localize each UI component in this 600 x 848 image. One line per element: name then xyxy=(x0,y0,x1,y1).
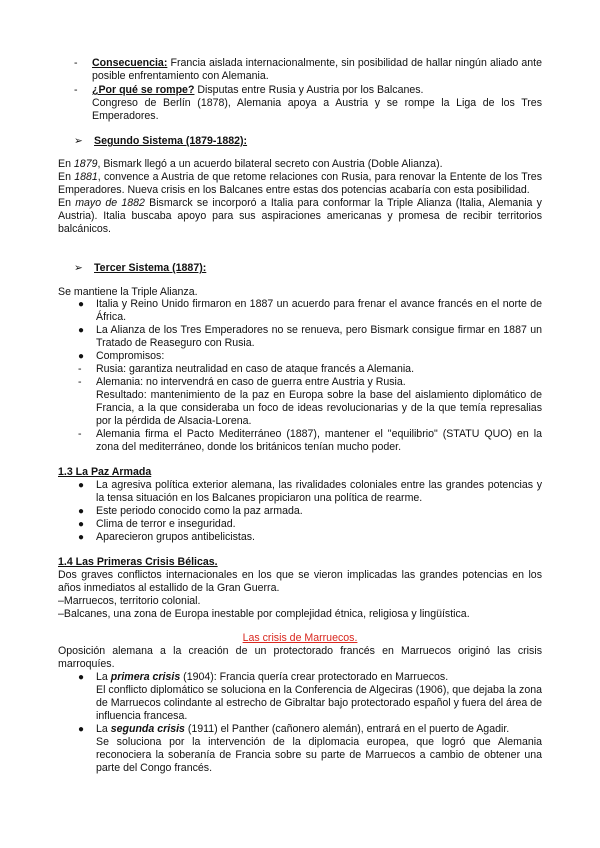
bullet-icon: ● xyxy=(78,480,85,491)
germany-commitment xyxy=(78,376,542,428)
third-system-title: Tercer Sistema (1887): xyxy=(94,262,207,274)
item-text: Este periodo conocido como la paz armada. xyxy=(96,505,303,517)
arrow-bullet-icon: ➢ xyxy=(74,135,83,147)
third-system-heading xyxy=(74,262,206,275)
item-text: Compromisos: xyxy=(96,350,165,362)
morocco-line: –Marruecos, territorio colonial. xyxy=(58,595,201,607)
item-text: Alemania: no intervendrá en caso de guerra entre Austria y Rusia. xyxy=(96,376,406,388)
agadir-resolution-text: Se soluciona por la intervención de la diplomacia europea, que logró que Alemania reconociera la soberanía de Francia sobre su parte de Marruecos a cambio de obtener una parte del Congo francés. xyxy=(96,736,542,774)
second-crisis-text: (1911) el Panther (cañonero alemán), entrará en el puerto de Agadir. xyxy=(184,723,510,735)
list-item xyxy=(78,324,542,350)
second-crisis-item xyxy=(78,723,542,775)
section-1-3-heading: 1.3 La Paz Armada xyxy=(58,466,152,478)
why-breaks-label: ¿Por qué se rompe? xyxy=(92,84,195,96)
bullet-icon: ● xyxy=(78,672,85,683)
text-pre: La xyxy=(96,671,111,683)
consequence-item xyxy=(74,57,542,83)
item-text: La Alianza de los Tres Emperadores no se renueva, pero Bismark consigue firmar en 1887 un Tratado de Reaseguro con Rusia. xyxy=(96,324,542,349)
list-item xyxy=(78,531,542,544)
consequence-label: Consecuencia: xyxy=(92,57,168,69)
text-1881: , convence a Austria de que retome relaciones con Rusia, para renovar la Entente de los Tres Emperadores. Nueva crisis en los Balcanes entre estas dos potencias acabaría con esta posibilidad. xyxy=(58,171,542,196)
item-text: Clima de terror e inseguridad. xyxy=(96,518,236,530)
morocco-intro: Oposición alemana a la creación de un protectorado francés en Marruecos originó las crisis marroquíes. xyxy=(58,645,542,670)
why-breaks-text: Disputas entre Rusia y Austria por los Balcanes. xyxy=(194,84,424,96)
dash-marker: - xyxy=(78,376,82,388)
intro-text: Dos graves conflictos internacionales en los que se vieron implicadas las grandes potencias en los años inmediatos al estallido de la Gran Guerra. xyxy=(58,569,542,594)
text-1879: , Bismark llegó a un acuerdo bilateral secreto con Austria (Doble Alianza). xyxy=(97,158,443,170)
morocco-crisis-title: Las crisis de Marruecos. xyxy=(242,632,358,644)
list-item xyxy=(78,518,542,531)
second-crisis-label: segunda crisis xyxy=(110,723,185,735)
bullet-icon: ● xyxy=(78,519,85,530)
mediterranean-pact xyxy=(78,428,542,454)
year-1879: 1879 xyxy=(73,158,98,170)
dash-marker: - xyxy=(74,57,78,69)
item-text: Aparecieron grupos antibelicistas. xyxy=(96,531,255,543)
text-pre: En xyxy=(58,158,74,170)
text-1882: Bismarck se incorporó a Italia para conformar la Triple Alianza (Italia, Alemania y Austria). Italia buscaba apoyo para sus aspiraciones americanas y promesa de recibir territorios balcánicos. xyxy=(58,197,542,235)
bullet-icon: ● xyxy=(78,351,85,362)
first-crisis-item xyxy=(78,671,542,723)
dash-marker: - xyxy=(74,84,78,96)
text-pre: En xyxy=(58,171,75,183)
section-1-4-paragraph xyxy=(58,569,542,621)
consequence-text: Francia aislada internacionalmente, sin posibilidad de hallar ningún aliado ante posible enfrentamiento con Alemania. xyxy=(92,57,542,82)
second-system-paragraph xyxy=(58,158,542,236)
result-text: Resultado: mantenimiento de la paz en Europa sobre la base del aislamiento diplomático de Francia, a la que consideraba un foco de ideas revolucionarias y de la que temía represalias por la pérdida de Alsacia-Lorena. xyxy=(96,389,542,427)
why-breaks-item xyxy=(74,84,542,123)
second-system-title: Segundo Sistema (1879-1882): xyxy=(94,135,248,147)
section-1-4-heading: 1.4 Las Primeras Crisis Bélicas. xyxy=(58,556,218,568)
bullet-icon: ● xyxy=(78,506,85,517)
berlin-congress-text: Congreso de Berlín (1878), Alemania apoya a Austria y se rompe la Liga de los Tres Emperadores. xyxy=(92,97,542,122)
algeciras-text: El conflicto diplomático se soluciona en la Conferencia de Algeciras (1906), que dejaba la zona de Marruecos colindante al estrecho de Gibraltar bajo protectorado español y fuera del área de influencia francesa. xyxy=(96,684,542,722)
balkans-line: –Balcanes, una zona de Europa inestable por complejidad étnica, religiosa y lingüística. xyxy=(58,608,470,620)
year-1881: 1881 xyxy=(74,171,98,183)
date-1882: mayo de 1882 xyxy=(75,197,145,209)
first-crisis-text: (1904): Francia quería crear protectorado en Marruecos. xyxy=(180,671,449,683)
item-text: Italia y Reino Unido firmaron en 1887 un acuerdo para frenar el avance francés en el norte de África. xyxy=(96,298,542,323)
dash-marker: - xyxy=(78,363,82,375)
list-item xyxy=(78,505,542,518)
third-system-intro: Se mantiene la Triple Alianza. xyxy=(58,286,198,298)
bullet-icon: ● xyxy=(78,724,85,735)
russia-commitment xyxy=(78,363,542,376)
list-item xyxy=(78,350,542,363)
second-system-heading xyxy=(74,135,247,148)
line-1881 xyxy=(58,171,542,197)
list-item xyxy=(78,298,542,324)
bullet-icon: ● xyxy=(78,325,85,336)
line-1882 xyxy=(58,197,542,236)
text-pre: La xyxy=(96,723,111,735)
item-text: Alemania firma el Pacto Mediterráneo (1887), mantener el "equilibrio" (STATU QUO) en la zona del mediterráneo, donde los británicos tenían mucho poder. xyxy=(96,428,542,453)
dash-marker: - xyxy=(78,428,82,440)
text-pre: En xyxy=(58,197,76,209)
list-item xyxy=(78,479,542,505)
bullet-icon: ● xyxy=(78,532,85,543)
bullet-icon: ● xyxy=(78,299,85,310)
first-crisis-label: primera crisis xyxy=(110,671,181,683)
item-text: La agresiva política exterior alemana, las rivalidades coloniales entre las grandes potencias y la tensa situación en los Balcanes propiciaron una política de rearme. xyxy=(96,479,542,504)
line-1879 xyxy=(58,158,542,171)
arrow-bullet-icon: ➢ xyxy=(74,262,83,274)
item-text: Rusia: garantiza neutralidad en caso de ataque francés a Alemania. xyxy=(96,363,415,375)
